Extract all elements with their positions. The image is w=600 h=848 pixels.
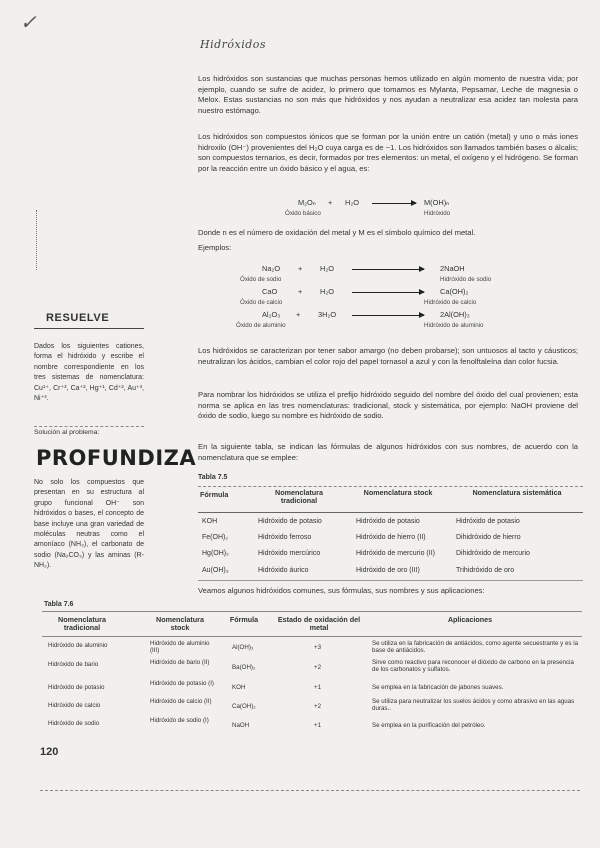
where-text: Donde n es el número de oxidación del metal y M es el símbolo químico del metal. (198, 228, 476, 237)
table2-intro: Veamos algunos hidróxidos comunes, sus fórmulas, sus nombres y sus aplicaciones: (198, 586, 485, 595)
ex3-plus: + (296, 310, 301, 319)
ex2-reactant-name: Óxido de calcio (240, 299, 283, 306)
cell-stock: Hidróxido de potasio (I) (150, 680, 214, 687)
intro-paragraph: Los hidróxidos son sustancias que muchas personas hemos utilizado en algún momento de nuestra vida; por ejemplo, cuando se sufre de acidez, lo primero que tomamos es Mylanta, Pepsamar, Leche de magnesia o Melox. Estas sustancias no son más que hidróxidos y nos ayudan a neutralizar esa acidez tan molesta para nuestro estómago. (198, 74, 578, 115)
table1-header-systematic: Nomenclatura sistemática (472, 488, 562, 497)
ex2-product-name: Hidróxido de calcio (424, 299, 477, 306)
cell-systematic: Trihidróxido de oro (456, 567, 515, 574)
cell-formula: Al(OH)₃ (232, 644, 254, 651)
table2-top-rule (42, 611, 582, 612)
cell-formula: Fe(OH)₂ (202, 534, 229, 541)
ex1-product-name: Hidróxido de sodio (440, 276, 492, 283)
table2-header-oxidation: Estado de oxidación del metal (277, 615, 361, 632)
ex1-plus: + (298, 264, 303, 273)
section-title: Hidróxidos (200, 38, 267, 51)
cell-traditional: Hidróxido áurico (258, 567, 309, 574)
table2-header-traditional: Nomenclatura tradicional (58, 615, 106, 632)
eq-reactant-2: H₂O (345, 198, 359, 207)
cell-oxidation: +2 (314, 664, 322, 671)
table1-header-traditional: Nomenclatura tradicional (275, 488, 323, 505)
ex1-reactant-name: Óxido de sodio (240, 276, 282, 283)
table1-header-stock: Nomenclatura stock (363, 488, 433, 497)
cell-oxidation: +1 (314, 684, 322, 691)
table2-header-stock: Nomenclatura stock (156, 615, 204, 632)
cell-systematic: Dihidróxido de hierro (456, 534, 521, 541)
ex3-reactant-name: Óxido de aluminio (236, 322, 286, 329)
cell-formula: Ca(OH)₂ (232, 703, 256, 710)
naming-paragraph: Para nombrar los hidróxidos se utiliza el prefijo hidróxido seguido del nombre del óxido del cual provienen; esta norma se aplica en las tres nomenclaturas: tradicional, stock y sistemática, por ejemplo: NaOH proviene del óxido de sodio, luego su nombre es hidróxido de sodio. (198, 390, 578, 421)
cell-application: Sirve como reactivo para reconocer el dióxido de carbono en la presencia de los carbonatos y sulfatos. (372, 659, 574, 674)
ex2-reactant-2: H₂O (320, 287, 334, 296)
table1-header-rule (198, 512, 583, 513)
cell-stock: Hidróxido de potasio (356, 518, 420, 525)
cell-application: Se utiliza en la fabricación de antiácidos, como agente secuestrante y es la base de antiácidos. (372, 640, 579, 655)
cell-stock: Hidróxido de sodio (I) (150, 717, 209, 724)
cell-systematic: Dihidróxido de mercurio (456, 550, 530, 557)
cell-traditional: Hidróxido de potasio (48, 684, 105, 691)
cell-traditional: Hidróxido de bario (48, 661, 99, 668)
cell-stock: Hidróxido de calcio (II) (150, 698, 212, 705)
cell-oxidation: +3 (314, 644, 322, 651)
cell-stock: Hidróxido de aluminio (III) (150, 640, 210, 655)
table1-caption: Tabla 7.5 (198, 474, 228, 481)
cell-formula: NaOH (232, 722, 250, 729)
eq-arrow (372, 203, 416, 204)
page-number: 120 (40, 746, 59, 758)
cell-traditional: Hidróxido de sodio (48, 720, 100, 727)
ex2-arrow (352, 292, 424, 293)
profundiza-text: No solo los compuestos que presentan en su estructura al grupo funcional OH⁻ son hidróxidos o bases, el concepto de base incluye una gran variedad de moléculas neutras como el amoníaco (NH₃), el carbonato de sodio (Na₂CO₃) y las aminas (R-NH₂). (34, 479, 144, 570)
page-bottom-rule (40, 790, 580, 791)
cell-application: Se utiliza para neutralizar los suelos ácidos y como abrasivo en las aguas duras.. (372, 698, 575, 713)
cell-oxidation: +1 (314, 722, 322, 729)
eq-product: M(OH)ₙ (424, 198, 450, 207)
table1-bottom-rule (198, 580, 583, 581)
cell-application: Se emplea en la fabricación de jabones suaves. (372, 684, 504, 691)
cell-formula: Hg(OH)₂ (202, 550, 229, 557)
table1-top-rule (198, 486, 583, 487)
definition-paragraph: Los hidróxidos son compuestos iónicos que se forman por la unión entre un catión (metal) y uno o más iones hidroxilo (OH⁻) provenientes del H₂O cuya carga es de −1. Los hidróxidos son llamados también bases o álcalis; son compuestos ternarios, es decir, formados por tres elementos: un metal, el oxígeno y el hidrógeno. Se forman por la reacción entre un óxido básico y el agua, es: (198, 132, 578, 173)
resuelve-answer-line (34, 426, 144, 427)
table2-header-rule (42, 636, 582, 637)
cell-traditional: Hidróxido de aluminio (48, 642, 108, 649)
cell-formula: KOH (232, 684, 246, 691)
table2-header-formula: Fórmula (229, 615, 259, 624)
sidebar-dotted-margin (36, 210, 40, 270)
resuelve-rule (34, 328, 144, 329)
cell-stock: Hidróxido de mercurio (II) (356, 550, 435, 557)
table2-header-applications: Aplicaciones (447, 615, 493, 624)
ex3-product-name: Hidróxido de aluminio (424, 322, 484, 329)
ex3-product: 2Al(OH)₃ (440, 310, 470, 319)
cell-traditional: Hidróxido mercúrico (258, 550, 321, 557)
cell-stock: Hidróxido de hierro (II) (356, 534, 426, 541)
corner-check-mark: ✓ (20, 10, 38, 34)
eq-label-oxide: Óxido básico (285, 210, 321, 217)
cell-application: Se emplea en la purificación del petróleo. (372, 722, 486, 729)
ex1-product: 2NaOH (440, 264, 465, 273)
cell-traditional: Hidróxido de potasio (258, 518, 322, 525)
table2-caption: Tabla 7.6 (44, 601, 74, 608)
cell-formula: Au(OH)₃ (202, 567, 229, 574)
table1-header-formula: Fórmula (200, 490, 229, 499)
cell-formula: Ba(OH)₂ (232, 664, 256, 671)
eq-plus: + (328, 198, 333, 207)
cell-traditional: Hidróxido de calcio (48, 702, 101, 709)
cell-formula: KOH (202, 518, 218, 525)
profundiza-title: PROFUNDIZA (36, 446, 197, 470)
cell-stock: Hidróxido de bario (II) (150, 659, 210, 666)
resuelve-solution-label: Solución al problema: (34, 429, 100, 436)
resuelve-text: Dados los siguientes cationes, forma el hidróxido y escribe el nombre correspondiente en los tres sistemas de nomenclatura: Cu¹⁺, Cr⁺³, Ca⁺², Hg⁺¹, Cd⁺², Au⁺³, Ni⁺³. (34, 343, 144, 403)
cell-oxidation: +2 (314, 703, 322, 710)
ex1-arrow (352, 269, 424, 270)
ex1-reactant-1: Na₂O (262, 264, 281, 273)
table-intro: En la siguiente tabla, se indican las fórmulas de algunos hidróxidos con sus nombres, de acuerdo con la nomenclatura que se emplee: (198, 442, 578, 462)
eq-label-hydroxide: Hidróxido (424, 210, 451, 217)
examples-label: Ejemplos: (198, 243, 232, 252)
ex2-product: Ca(OH)₂ (440, 287, 469, 296)
ex3-reactant-2: 3H₂O (318, 310, 337, 319)
cell-traditional: Hidróxido ferroso (258, 534, 312, 541)
ex2-plus: + (298, 287, 303, 296)
eq-reactant-1: M₂Oₙ (298, 198, 316, 207)
cell-systematic: Hidróxido de potasio (456, 518, 520, 525)
resuelve-title: RESUELVE (46, 312, 110, 324)
ex3-reactant-1: Al₂O₃ (262, 310, 281, 319)
properties-paragraph: Los hidróxidos se caracterizan por tener sabor amargo (no deben probarse); son untuosos al tacto y cáusticos; neutralizan los ácidos, cambian el color rojo del papel tornasol a azul y con la fenolftaleína dan color fucsia. (198, 346, 578, 366)
ex3-arrow (352, 315, 424, 316)
cell-stock: Hidróxido de oro (III) (356, 567, 420, 574)
ex2-reactant-1: CaO (262, 287, 278, 296)
ex1-reactant-2: H₂O (320, 264, 334, 273)
